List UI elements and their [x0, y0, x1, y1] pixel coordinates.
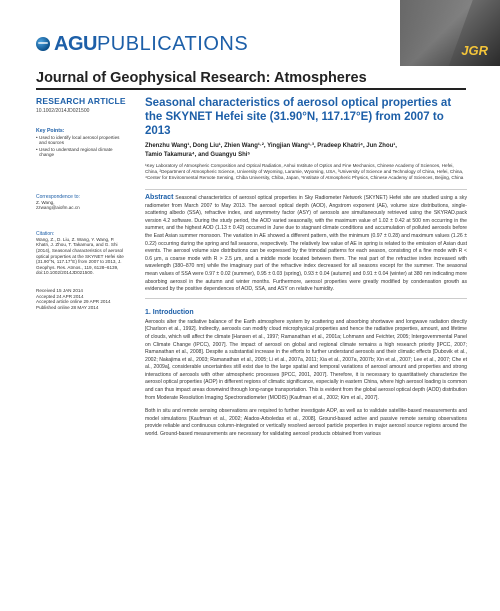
section-heading-introduction: 1. Introduction: [145, 308, 194, 316]
abstract-text: Seasonal characteristics of aerosol optical properties in Sky Radiometer Network (SKYNET) Hefei site are studied using a sky radiometer from March 2007 to May 2013. The aerosol optical depth (AOD), Angstrom exponent (AE), volume size distributions, single-scattering albedo (SSA), refractive index, and asymmetry factor (ASY) of aerosols are simultaneously retrieved using the SKYRAD.pack version 4.2 software. During the study period, the AOD varied seasonally, with the maximum value of 1.02 ± 0.42 at 500 nm occurring in the summer, and the highest AOD (1.13 ± 0.42) occurred in June due to stagnant climate conditions and accumulation of polluted aerosols before the East Asian summer monsoon. The variation in AE showed a different pattern, with the minimum (0.97 ± 0.28) and maximum values (1.26 ± 0.22) occurring during the spring and fall seasons, respectively. The relatively low value of AE in spring is related to the emission of Asian dust events. The aerosol volume size distributions can be expressed by the trimodal patterns for each season, consisting of a fine mode with R < 0.6 μm, a coarse mode with R > 2.5 μm, and a middle mode located between them. The real part of the refractive index increased with wavelength (380–870 nm) while the imaginary part of the refractive index decreased for all seasons except for the summer. The seasonal mean values of SSA were 0.97 ± 0.02 (summer), 0.95 ± 0.03 (spring), 0.93 ± 0.04 (autumn) and 0.91 ± 0.04 (winter) at 380 nm indicating more absorbing aerosol in the autumn and winter months. Furthermore, aerosol properties were greatly modified by condensation growth as evidenced by the positive dependences of AOD, SSA, and ASY on relative humidity.: [145, 195, 467, 293]
citation-heading: Citation:: [36, 230, 55, 237]
jgr-badge: JGR: [461, 43, 488, 58]
correspondence-name: Z. Wang,: [36, 199, 55, 205]
jgr-cover-band: [400, 0, 500, 66]
page-header: [0, 0, 500, 66]
correspondence-email[interactable]: zzwang@aiofm.ac.cn: [36, 205, 80, 211]
abstract-block: [145, 189, 467, 299]
introduction-paragraph: Both in situ and remote sensing observations are required to further investigate AOP, as well as to validate satellite-based measurements and model simulations [Kaufman et al., 2002; Alados-Arboledas et al., 2008]. Ground-based active and passive remote sensing observations provide reliable and continuous column-integrated or vertically resolved aerosol particle properties in major aerosol source regions around the world. Ground-based measurements are necessary for validating aerosol products obtained from various: [145, 408, 467, 438]
accepted-online-date: Accepted article online 29 APR 2014: [36, 299, 111, 305]
globe-icon: [36, 37, 50, 51]
introduction-paragraph: Aerosols alter the radiative balance of the Earth atmosphere system by scattering and absorbing shortwave and longwave radiation directly [Charlson et al., 1992]. Indirectly, aerosols can modify cloud microphysical properties and hence the radiative properties, amount, and lifetime of clouds, which will affect the climate [Hansen et al., 1997; Ramanathan et al., 2001a; Lohmann and Feichter, 2005; Intergovernmental Panel on Climate Change (IPCC), 2007]. The impact of aerosol on global and regional climate remains a high research priority [IPCC, 2007; Ramanathan et al., 2008]. Despite a substantial increase in the efforts to further understand aerosols and their climatic effects [Dubovik et al., 2002; Nakajima et al., 2003; Ramanathan et al., 2005; Li et al., 2007a, 2011; Xia et al., 2007a, 2007b; Xin et al., 2007; Lee et al., 2007; Che et al., 2009a], considerable uncertainties still exist due to the large spatial and temporal variations of aerosol amount and properties and strong interactions of aerosols with other atmospheric processes [IPCC, 2001, 2007]. Therefore, it is necessary to quantitatively characterize the aerosol optical properties (AOP) in different regions of climatic significance, especially in eastern China, where high aerosol loading is common and can thus impact areas downwind through long-range transportation. This is evident from the global aerosol optical depth (AOD) distribution from Moderate Resolution Imaging Spectroradiometer (MODIS) [Kaufman et al., 2002; Kim et al., 2007].: [145, 318, 467, 401]
agu-logo-text: AGU: [54, 32, 97, 55]
published-online-date: Published online 28 MAY 2014: [36, 304, 99, 310]
abstract-heading: Abstract: [145, 194, 174, 201]
journal-title-divider: [36, 88, 466, 90]
article-main: [145, 96, 467, 439]
page-bottom-fade: [0, 596, 500, 611]
article-sidebar: [36, 96, 128, 310]
publications-logo-text: PUBLICATIONS: [96, 32, 249, 55]
author-list: [145, 142, 467, 159]
article-title: Seasonal characteristics of aerosol optical properties at the SKYNET Hefei site (31.90°N, 117.17°E) from 2007 to 2013: [145, 97, 452, 137]
received-date: Received 15 JAN 2014: [36, 287, 83, 293]
article-type-label: RESEARCH ARTICLE: [36, 96, 126, 106]
doi-link[interactable]: 10.1002/2014JD021500: [36, 108, 90, 114]
publication-dates: [36, 288, 128, 310]
journal-title: Journal of Geophysical Research: Atmospheres: [36, 70, 367, 86]
accepted-date: Accepted 24 APR 2014: [36, 293, 84, 299]
key-points-list: [36, 135, 128, 158]
key-points-heading: Key Points:: [36, 128, 65, 134]
author-line: Zhenzhu Wang¹, Dong Liu¹, Zhien Wang¹·², Yingjian Wang¹·³, Pradeep Khatri⁴, Jun Zhou¹,: [145, 143, 397, 149]
key-point-item: • Used to understand regional climate change: [36, 147, 128, 158]
key-point-item: • Used to identify local aerosol properties and sources: [36, 135, 128, 146]
author-affiliations: ¹Key Laboratory of Atmospheric Composition and Optical Radiation, Anhui Institute of Optics and Fine Mechanics, Chinese Academy of Sciences, Hefei, China, ²Department of Atmospheric Science, University of Wyoming, Laramie, Wyoming, USA, ³University of Science and Technology of China, Hefei, China, ⁴Center for Environmental Remote Sensing, Chiba University, Chiba, Japan, ⁵Institute of Atmospheric Physics, Chinese Academy of Sciences, Beijing, China: [145, 163, 464, 180]
agu-publications-logo: [36, 34, 248, 54]
correspondence-heading: Correspondence to:: [36, 193, 80, 200]
author-line: Tamio Takamura⁴, and Guangyu Shi⁵: [145, 151, 251, 158]
citation-text: Wang, Z., D. Liu, Z. Wang, Y. Wang, P. Khatri, J. Zhou, T. Takamura, and G. Shi (2014), Seasonal characteristics of aerosol optical properties at the SKYNET Hefei site (31.90°N, 117.17°E) from 2007 to 2013, J. Geophys. Res. Atmos., 119, 6128–6139, doi:10.1002/2014JD021500.: [36, 236, 124, 276]
